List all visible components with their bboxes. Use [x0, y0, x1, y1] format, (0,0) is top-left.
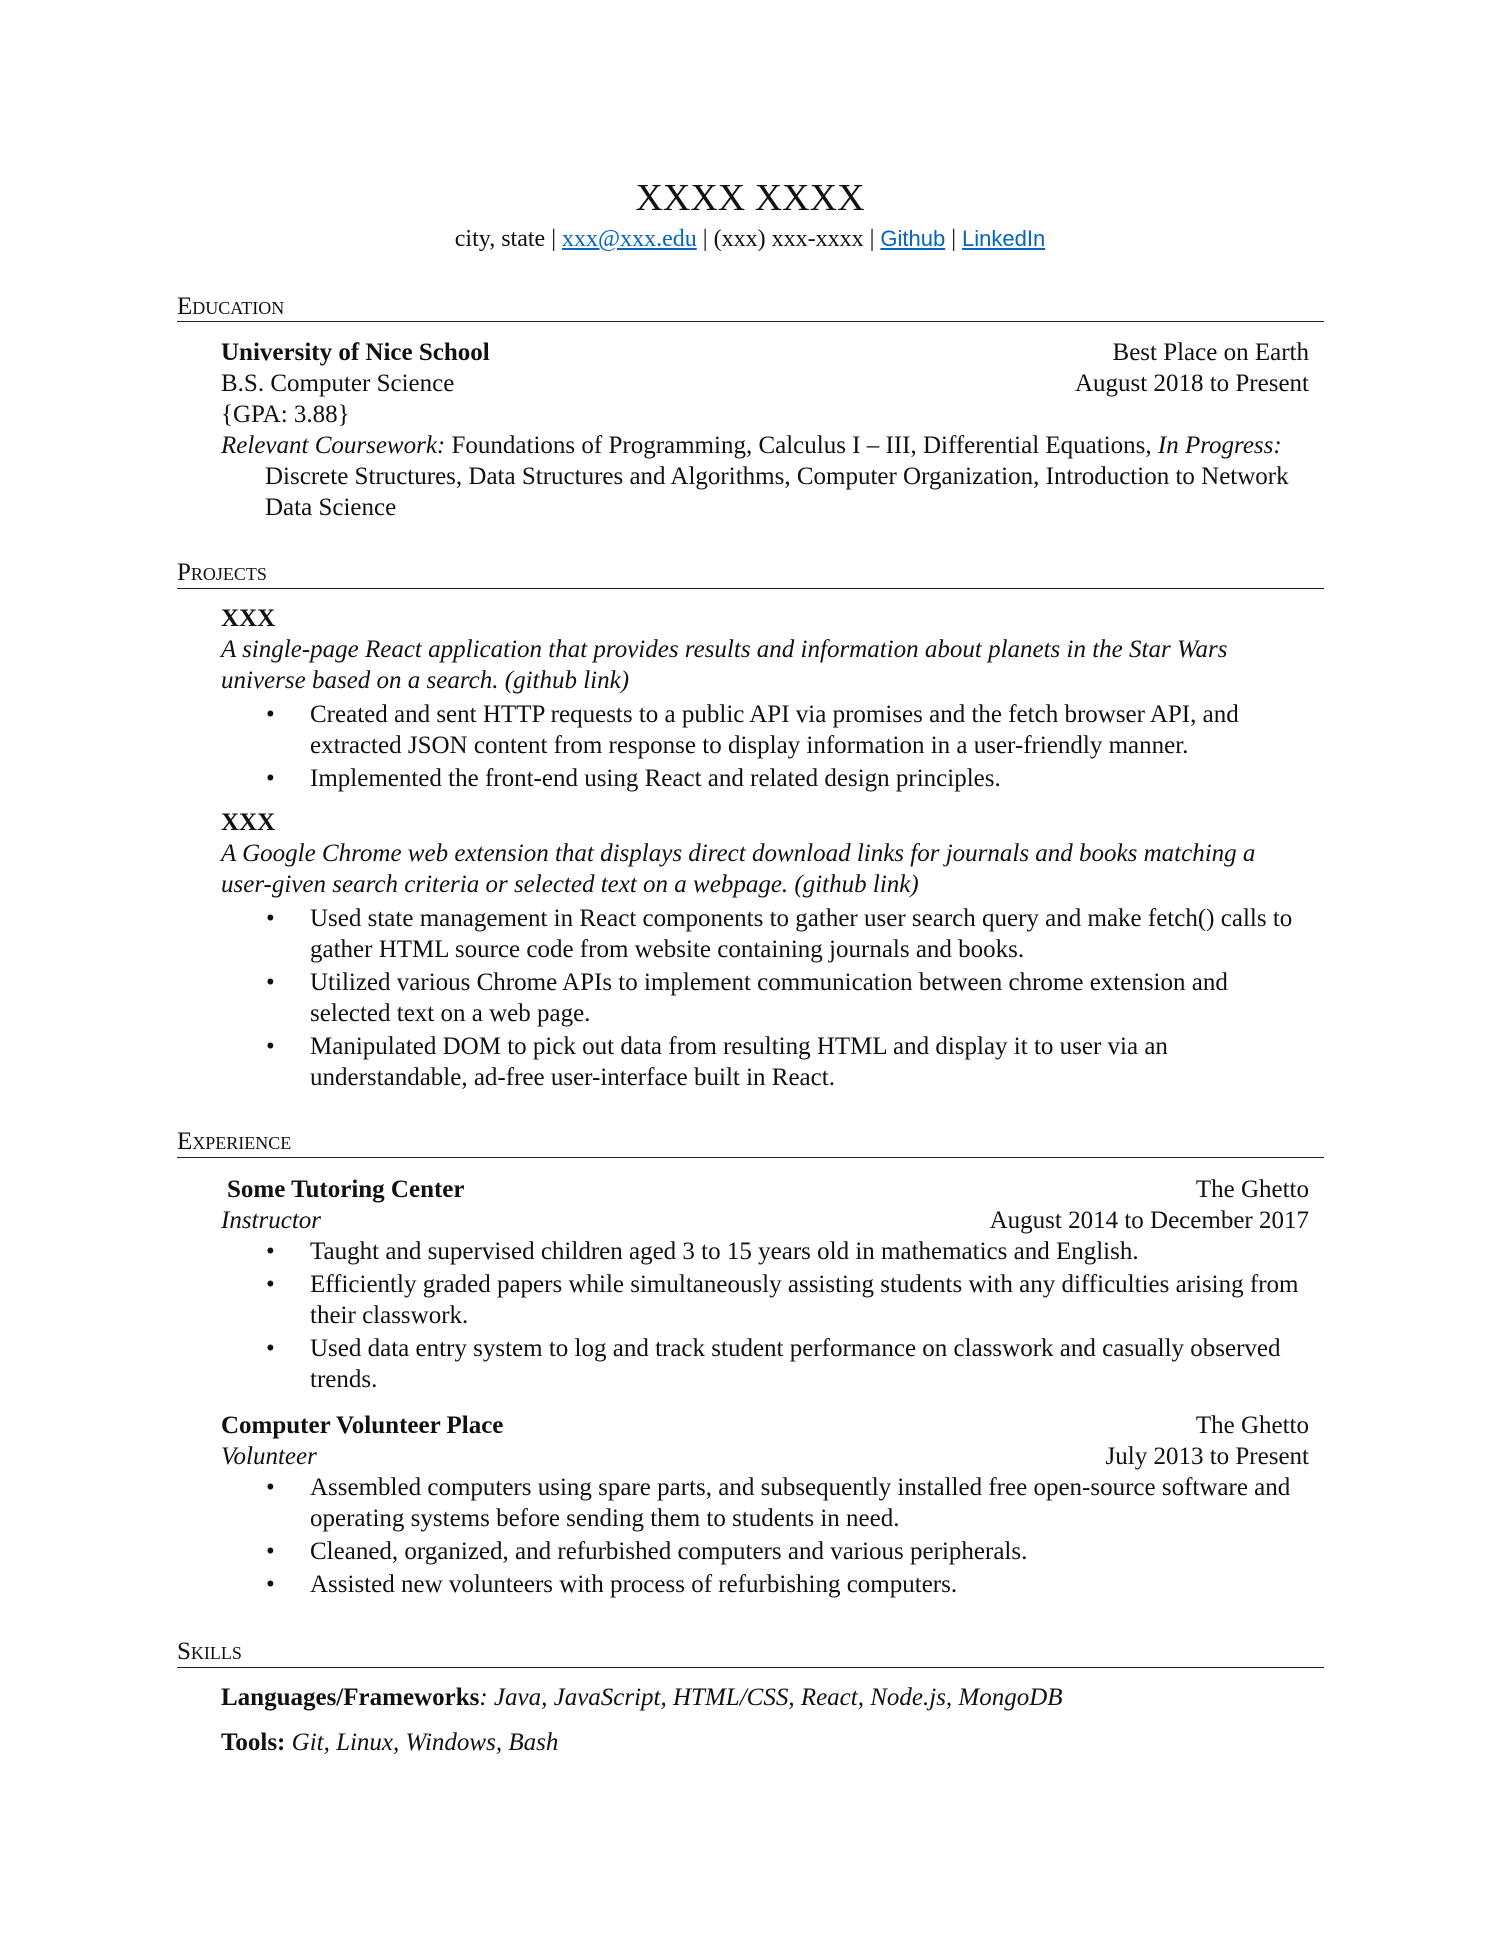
bullet-text: Taught and supervised children aged 3 to 15 years old in mathematics and English.	[310, 1238, 1139, 1265]
bullet-item	[221, 1472, 1309, 1534]
job-dates: August 2014 to December 2017	[989, 1207, 1309, 1234]
project-description: A single-page React application that provides results and information about planets in the Star Wars universe based on a search. (github link)	[221, 636, 1228, 694]
section-divider	[177, 1667, 1324, 1668]
tools-label: Tools:	[221, 1729, 286, 1756]
organization: Some Tutoring Center	[227, 1176, 465, 1203]
bullet-item	[221, 1536, 1309, 1567]
separator: |	[863, 226, 881, 252]
bullet-icon: •	[266, 1033, 275, 1060]
section-divider	[177, 1157, 1324, 1158]
project-name: XXX	[221, 809, 276, 836]
bullet-text: Efficiently graded papers while simultaneously assisting students with any difficulties arising from their classwork.	[310, 1271, 1299, 1329]
coursework-list: Foundations of Programming, Calculus I – III, Differential Equations,	[445, 432, 1158, 459]
skills-languages	[221, 1682, 1309, 1713]
degree: B.S. Computer Science	[221, 370, 455, 397]
project-entry	[221, 603, 1309, 796]
section-heading-experience: Experience	[177, 1128, 292, 1155]
bullet-item	[221, 699, 1309, 761]
bullet-item	[221, 1269, 1309, 1331]
bullet-text: Manipulated DOM to pick out data from resulting HTML and display it to user via an understandable, ad-free user-interface built in React.	[310, 1033, 1168, 1091]
bullet-icon: •	[266, 969, 275, 996]
bullet-icon: •	[266, 905, 275, 932]
separator: |	[696, 226, 714, 252]
linkedin-link[interactable]: LinkedIn	[962, 226, 1046, 251]
job-dates: July 2013 to Present	[1105, 1443, 1309, 1470]
section-divider	[177, 321, 1324, 322]
bullet-item	[221, 1569, 1309, 1600]
coursework	[221, 430, 1309, 523]
education-entry	[221, 337, 1309, 523]
bullet-icon: •	[266, 1271, 275, 1298]
location: city, state	[454, 226, 546, 252]
job-location: The Ghetto	[1195, 1176, 1309, 1203]
bullet-item	[221, 1031, 1309, 1093]
project-entry	[221, 807, 1309, 1095]
section-divider	[177, 588, 1324, 589]
bullet-icon: •	[266, 701, 275, 728]
bullet-text: Used data entry system to log and track student performance on classwork and casually observed trends.	[310, 1335, 1281, 1393]
candidate-name: XXXX XXXX	[635, 177, 865, 219]
in-progress-list: Discrete Structures, Data Structures and Algorithms, Computer Organization, Introduction to Network Data Science	[265, 463, 1289, 521]
gpa: {GPA: 3.88}	[221, 401, 350, 428]
email-link[interactable]: xxx@xxx.edu	[562, 226, 697, 252]
bullet-text: Used state management in React components to gather user search query and make fetch() calls to gather HTML source code from website containing journals and books.	[310, 905, 1293, 963]
languages-list: : Java, JavaScript, HTML/CSS, React, Node.js, MongoDB	[479, 1684, 1063, 1711]
job-location: The Ghetto	[1195, 1412, 1309, 1439]
bullet-text: Created and sent HTTP requests to a public API via promises and the fetch browser API, and extracted JSON content from response to display information in a user-friendly manner.	[310, 701, 1239, 759]
in-progress-label: In Progress:	[1157, 432, 1282, 459]
bullet-item	[221, 903, 1309, 965]
job-role: Volunteer	[221, 1443, 317, 1470]
bullet-item	[221, 967, 1309, 1029]
bullet-text: Assisted new volunteers with process of refurbishing computers.	[310, 1571, 958, 1598]
bullet-text: Assembled computers using spare parts, and subsequently installed free open-source software and operating systems before sending them to students in need.	[310, 1474, 1291, 1532]
bullet-item	[221, 1236, 1309, 1267]
school-name: University of Nice School	[221, 339, 490, 366]
separator: |	[545, 226, 563, 252]
organization: Computer Volunteer Place	[221, 1412, 504, 1439]
github-link[interactable]: Github	[880, 226, 946, 251]
bullet-text: Cleaned, organized, and refurbished computers and various peripherals.	[310, 1538, 1028, 1565]
separator: |	[945, 226, 963, 252]
bullet-text: Utilized various Chrome APIs to implement communication between chrome extension and selected text on a web page.	[310, 969, 1228, 1027]
school-location: Best Place on Earth	[1112, 339, 1309, 366]
experience-entry	[221, 1174, 1309, 1397]
coursework-label: Relevant Coursework:	[221, 432, 446, 459]
tools-list: Git, Linux, Windows, Bash	[285, 1729, 559, 1756]
section-heading-skills: Skills	[177, 1638, 242, 1665]
bullet-icon: •	[266, 1538, 275, 1565]
phone: (xxx) xxx-xxxx	[713, 226, 864, 252]
bullet-text: Implemented the front-end using React and related design principles.	[310, 765, 1001, 792]
languages-label: Languages/Frameworks	[221, 1684, 480, 1711]
bullet-item	[221, 1333, 1309, 1395]
project-name: XXX	[221, 605, 276, 632]
experience-entry	[221, 1410, 1309, 1602]
contact-line	[0, 224, 1500, 254]
bullet-icon: •	[266, 1571, 275, 1598]
bullet-icon: •	[266, 1238, 275, 1265]
bullet-item	[221, 763, 1309, 794]
project-description: A Google Chrome web extension that displays direct download links for journals and books matching a user-given search criteria or selected text on a webpage. (github link)	[221, 840, 1256, 898]
bullet-icon: •	[266, 1335, 275, 1362]
job-role: Instructor	[221, 1207, 321, 1234]
section-heading-projects: Projects	[177, 559, 267, 586]
bullet-icon: •	[266, 765, 275, 792]
section-heading-education: Education	[177, 293, 285, 320]
education-dates: August 2018 to Present	[1074, 370, 1309, 397]
bullet-icon: •	[266, 1474, 275, 1501]
skills-tools	[221, 1727, 1309, 1758]
